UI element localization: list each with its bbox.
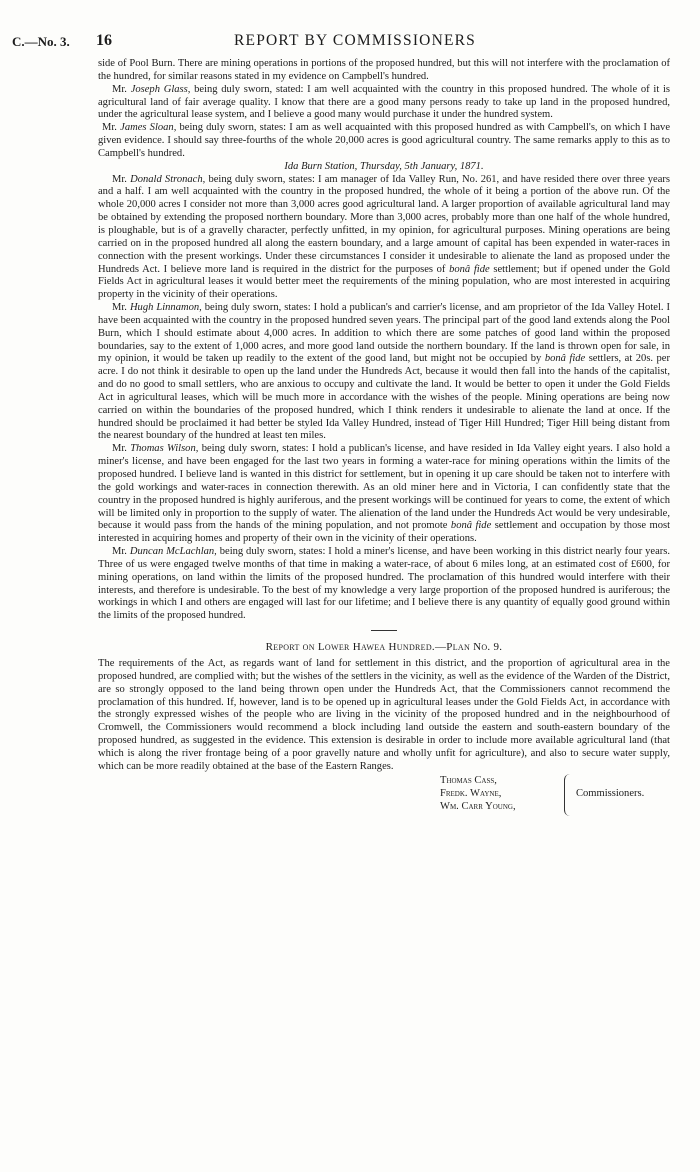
- witness-name: Hugh Linnamon,: [129, 302, 202, 314]
- commissioner-name: Thomas Cass,: [440, 774, 497, 786]
- commissioner-name: Wm. Carr Young,: [440, 800, 516, 812]
- testimony-wilson: Mr. Thomas Wilson, being duly sworn, states: I hold a publican's license, and have resided in Ida Valley eight years. I also hold a miner's license, and have been engaged for the last two years in forming a water-race for mining operations within the limits of the proposed hundred. I believe land is wanted in this district for settlement, but in opening it up care should be taken not to interfere with the gold workings and water-races in connection therewith. As an old miner here and in Victoria, I can confidently state that the country in the proposed hundred is highly auriferous, and the present workings will be continued for years to come, the extent of which will be limited only in proportion to the supply of water. The alienation of the land under the Hundreds Act would be very undesirable, because it would pass from the hands of the mining population, and not promote bonâ fide settlement and occupation by those most interested in acquiring homes and property of their own in the vicinity of their operations.: [98, 443, 671, 545]
- witness-name: Duncan McLachlan,: [129, 546, 217, 558]
- witness-name: Joseph Glass,: [130, 83, 191, 95]
- witness-name: Donald Stronach,: [130, 173, 206, 185]
- signature-block: [98, 774, 670, 828]
- commissioner-name: Fredk. Wayne,: [440, 787, 502, 799]
- witness-name: James Sloan,: [120, 122, 177, 134]
- place-date-heading: Ida Burn Station, Thursday, 5th January, 1871.: [284, 160, 484, 172]
- commissioner-names: [440, 774, 516, 813]
- page-body: [98, 58, 670, 828]
- document-code: C.—No. 3.: [12, 34, 70, 49]
- page-number: 16: [96, 32, 112, 49]
- brace-icon: [564, 774, 573, 816]
- report-text: The requirements of the Act, as regards want of land for settlement in this district, and the proportion of agricultural area in the proposed hundred, are complied with; but the wishes of the settlers in the vicinity, as well as the evidence of the Warden of the District, are so strongly opposed to the land being thrown open under the Hundreds Act, that the Commissioners cannot recommend the proclamation of this hundred. If, however, land is to be opened up in agricultural leases under the Gold Fields Act, in accordance with the strongly expressed wishes of the people who are living in the vicinity of the proposed hundred and in the neighbourhood of Cromwell, the Commissioners would recommend a block including land outside the eastern and south-eastern boundary of the proposed hundred, as suggested in the evidence. This extension is desirable in order to include more available agricultural land (that which is along the river frontage being of a poor gravelly nature and wholly unfit for agriculture), and also to secure water supply, which can be more readily obtained at the base of the Eastern Ranges.: [98, 657, 670, 772]
- witness-name: Thomas Wilson,: [130, 443, 199, 455]
- section-divider: [371, 630, 397, 631]
- running-title: REPORT BY COMMISSIONERS: [234, 32, 476, 49]
- report-heading: Report on Lower Hawea Hundred.—Plan No. 9.: [265, 641, 503, 654]
- commissioners-label: Commissioners.: [576, 787, 645, 799]
- testimony-glass: Mr. Joseph Glass, being duly sworn, stated: I am well acquainted with the country in this proposed hundred. The whole of it is agricultural land of fair average quality. I know that there are a good many persons ready to take up land in the proposed hundred, under the agricultural lease system, and I believe a good many would purchase it under the hundred system.: [98, 83, 671, 121]
- paragraph: side of Pool Burn. There are mining operations in portions of the proposed hundred, but this will not interfere with the proclamation of the hundred, for similar reasons stated in my evidence on Campbell's hundred.: [98, 58, 670, 82]
- testimony-mclachlan: Mr. Duncan McLachlan, being duly sworn, states: I hold a miner's license, and have been working in this district nearly four years. Three of us were engaged twelve months of that time in making a water-race, of about 6 miles long, at an estimated cost of £600, for mining operations, on land within the limits of the proposed hundred. The proclamation of this hundred would interfere with their interests, and therefore is undesirable. To the best of my knowledge a very large proportion of the proposed hundred is auriferous; the workings in which I and others are engaged will last for our lifetime; and I believe there is any quantity of equally good ground within the limits of the proposed hundred.: [98, 546, 671, 622]
- testimony-stronach: Mr. Donald Stronach, being duly sworn, states: I am manager of Ida Valley Run, No. 261, and have resided there over three years and a half. I am well acquainted with the country in the proposed hundred, the whole of it being a portion of the above run. Of the whole 20,000 acres I consider not more than 3,000 acres good agricultural land. A larger proportion of available agricultural land may be obtained by extending the proposed northern boundary. More than 3,000 acres, probably more than one half of the whole hundred, is ploughable, but is of a gravelly character, perfectly unfitted, in my opinion, for agricultural purposes. Mining operations are being carried on in the proposed hundred all along the eastern boundary, and a large amount of capital has been expended in water-races in connection with the present workings. Under these circumstances I consider it undesirable to alienate the land as proposed under the Hundreds Act. I believe more land is required in the district for the purposes of bonâ fide settlement; but if opened under the Gold Fields Act in agricultural leases it would better meet the requirements of the mining population, who are most interested in acquiring property in the vicinity of their operations.: [98, 173, 671, 301]
- page-header: [0, 34, 700, 54]
- testimony-linnamon: Mr. Hugh Linnamon, being duly sworn, states: I hold a publican's and carrier's license, and am proprietor of the Ida Valley Hotel. I have been acquainted with the country in the proposed hundred seven years. The principal part of the good land extends along the Pool Burn, which I should estimate about 4,000 acres. In addition to which there are some patches of good land within the proposed boundaries, say to the extent of 1,000 acres, and more good land outside the northern boundary. If the land is thrown open for sale, in my opinion, it would be taken up readily to the extent of the good land, but might not be occupied by bonâ fide settlers, at 20s. per acre. I do not think it desirable to open up the land under the Hundreds Act, because it would then fall into the hands of the capitalist, and do no good to small settlers, who are anxious to occupy and cultivate the land. It would be better to open it under the Gold Fields Act in agricultural leases, which will be much more in accordance with the wishes of the people. Mining operations are being now carried on within the boundaries of the proposed hundred, which I think renders it undesirable to alienate the land at once. If the hundred should be proclaimed it had better be styled Ida Valley Hundred, instead of Tiger Hill Hundred; Tiger Hill being distant from the nearest boundary of the hundred at least ten miles.: [98, 302, 671, 442]
- testimony-sloan: Mr. James Sloan, being duly sworn, states: I am as well acquainted with this proposed hundred as with Campbell's, on which I have given evidence. I should say three-fourths of the whole 20,000 acres is good agricultural country. The same remarks apply to this as to Campbell's hundred.: [98, 122, 671, 159]
